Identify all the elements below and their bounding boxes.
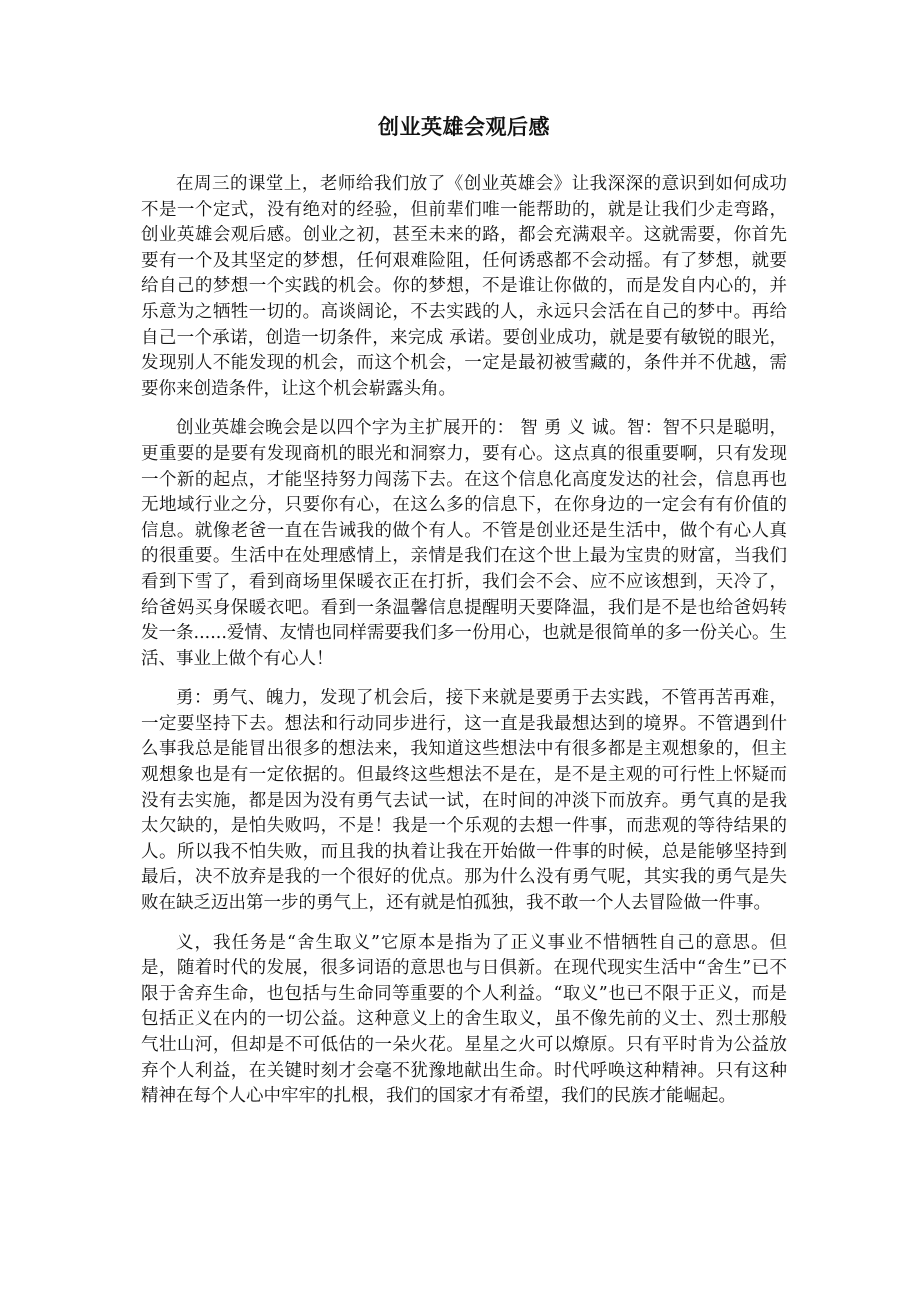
document-title: 创业英雄会观后感: [378, 115, 550, 139]
paragraph-righteousness: 义，我任务是“舍生取义”它原本是指为了正义事业不惜牺牲自己的意思。但是，随着时代的发展，很多词语的意思也与日俱新。在现代现实生活中“舍生”已不限于舍弃生命，也包括与生命同等重要的个人利益。“取义”也已不限于正义，而是包括正义在内的一切公益。这种意义上的舍生取义，虽不像先前的义士、烈士那般气壮山河，但却是不可低估的一朵火花。星星之火可以燎原。只有平时肯为公益放弃个人利益，在关键时刻才会毫不犹豫地献出生命。时代呼唤这种精神。只有这种精神在每个人心中牢牢的扎根，我们的国家才有希望，我们的民族才能崛起。: [141, 932, 787, 1107]
document-page: [141, 112, 787, 1124]
paragraph-courage: 勇：勇气、魄力，发现了机会后，接下来就是要勇于去实践，不管再苦再难，一定要坚持下去。想法和行动同步进行，这一直是我最想达到的境界。不管遇到什么事我总是能冒出很多的想法来，我知道这些想法中有很多都是主观想象的，但主观想象也是有一定依据的。但最终这些想法不是在，是不是主观的可行性上怀疑而没有去实施，都是因为没有勇气去试一试，在时间的冲淡下而放弃。勇气真的是我太欠缺的，是怕失败吗，不是！我是一个乐观的去想一件事，而悲观的等待结果的人。所以我不怕失败，而且我的执着让我在开始做一件事的时候，总是能够坚持到最后，决不放弃是我的一个很好的优点。那为什么没有勇气呢，其实我的勇气是失败在缺乏迈出第一步的勇气上，还有就是怕孤独，我不敢一个人去冒险做一件事。: [141, 688, 787, 914]
paragraph-intro: 在周三的课堂上，老师给我们放了《创业英雄会》让我深深的意识到如何成功不是一个定式，没有绝对的经验，但前辈们唯一能帮助的，就是让我们少走弯路，创业英雄会观后感。创业之初，甚至未来的路，都会充满艰辛。这就需要，你首先要有一个及其坚定的梦想，任何艰难险阻，任何诱惑都不会动摇。有了梦想，就要给自己的梦想一个实践的机会。你的梦想，不是谁让你做的，而是发自内心的，并乐意为之牺牲一切的。高谈阔论，不去实践的人，永远只会活在自己的梦中。再给自己一个承诺，创造一切条件，来完成 承诺。要创业成功，就是要有敏锐的眼光，发现别人不能发现的机会，而这个机会，一定是最初被雪藏的，条件并不优越，需要你来创造条件，让这个机会崭露头角。: [141, 174, 787, 399]
paragraph-wisdom: 创业英雄会晚会是以四个字为主扩展开的： 智 勇 义 诚。智：智不只是聪明，更重要的是要有发现商机的眼光和洞察力，要有心。这点真的很重要啊，只有发现一个新的起点，才能坚持努力闯荡下去。在这个信息化高度发达的社会，信息再也无地域行业之分，只要你有心，在这么多的信息下，在你身边的一定会有有价值的信息。就像老爸一直在告诫我的做个有人。不管是创业还是生活中，做个有心人真的很重要。生活中在处理感情上，亲情是我们在这个世上最为宝贵的财富，当我们看到下雪了，看到商场里保暖衣正在打折，我们会不会、应不应该想到，天冷了，给爸妈买身保暖衣吧。看到一条温馨信息提醒明天要降温，我们是不是也给爸妈转发一条......爱情、友情也同样需要我们多一份用心，也就是很简单的多一份关心。生活、事业上做个有心人！: [141, 418, 787, 669]
